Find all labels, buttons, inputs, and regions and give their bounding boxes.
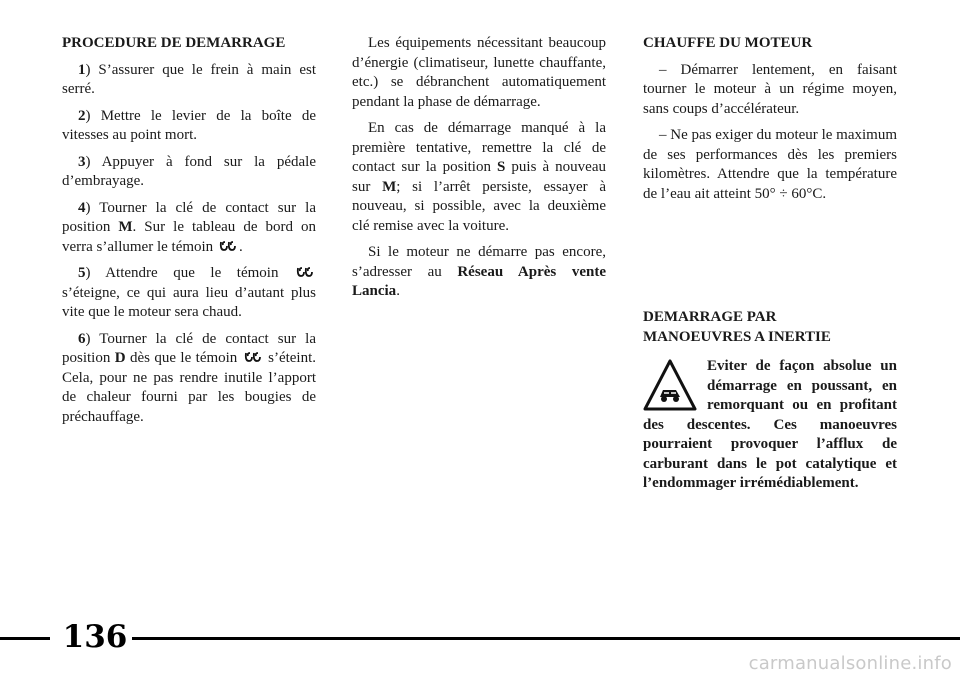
paragraph-equipment: Les équipements nécessitant beaucoup d’énergie (climatiseur, lunette chauffante, etc.) se débranchent automatiquement pendant la phase de démarrage. xyxy=(352,35,606,110)
key-position: M xyxy=(382,178,397,195)
warning-box xyxy=(643,357,897,494)
step-number: 3 xyxy=(78,153,86,170)
text-run: Si le moteur ne démarre pas encore, s’adresser au xyxy=(352,244,606,280)
watermark: carmanualsonline.info xyxy=(748,652,952,674)
heading-line: DEMARRAGE PAR xyxy=(643,309,777,325)
step-text: s’éteint. Cela, pour ne pas rendre inutile l’apport de chaleur fourni par les bougies de préchauffage. xyxy=(62,350,317,425)
column-2 xyxy=(352,34,606,309)
heading-engine-warmup: CHAUFFE DU MOTEUR xyxy=(643,35,813,51)
step-text: ) Tourner la clé de contact sur la position xyxy=(62,330,316,366)
step-text: ) Appuyer à fond sur la pédale d’embrayage. xyxy=(62,153,316,189)
step-text: s’éteigne, ce qui aura lieu d’autant plus vite que le moteur sera chaud. xyxy=(62,284,316,320)
footer-rule-right xyxy=(132,637,960,640)
text-run: . xyxy=(396,283,400,299)
step-text: ) Attendre que le témoin xyxy=(85,265,294,281)
key-position: S xyxy=(497,159,506,175)
column-1 xyxy=(62,34,316,434)
key-position: D xyxy=(114,350,126,366)
step-6 xyxy=(62,330,316,428)
step-text: ) S’assurer que le frein à main est serré. xyxy=(62,61,316,97)
step-1 xyxy=(62,61,316,100)
text-run: ; si l’arrêt persiste, essayer à nouveau, si possible, avec la deuxième clé remise avec la voiture. xyxy=(352,178,606,234)
page-number: 136 xyxy=(62,619,128,655)
step-number: 6 xyxy=(78,330,86,347)
step-5 xyxy=(62,264,316,323)
step-text: . Sur le tableau de bord on verra s’allumer le témoin xyxy=(62,219,316,255)
step-text: ) Tourner la clé de contact sur la position xyxy=(62,199,316,235)
step-text: dès que le témoin xyxy=(125,350,242,366)
step-number: 2 xyxy=(78,107,86,124)
heading-inertia-start xyxy=(643,308,897,347)
step-text: ) Mettre le levier de la boîte de vitesses au point mort. xyxy=(62,107,316,143)
column-3 xyxy=(643,34,897,494)
step-3 xyxy=(62,153,316,192)
paragraph-service-network xyxy=(352,243,606,302)
warning-triangle-car-icon xyxy=(643,359,697,411)
key-position: M xyxy=(118,219,133,235)
paragraph-performance: – Ne pas exiger du moteur le maximum de ses performances dès les premiers kilomètres. Attendre que la température de l’eau ait atteint 50° ÷ 60°C. xyxy=(643,127,897,202)
paragraph-failed-start xyxy=(352,119,606,236)
step-4 xyxy=(62,199,316,258)
glow-plug-warning-icon xyxy=(296,266,314,278)
service-network-name: Réseau Après vente Lancia xyxy=(352,263,606,299)
step-number: 5 xyxy=(78,265,86,281)
text-run: puis à nouveau sur xyxy=(352,159,606,195)
glow-plug-warning-icon xyxy=(244,351,262,363)
step-number: 1 xyxy=(78,61,86,78)
glow-plug-warning-icon xyxy=(219,240,237,252)
warning-text: Eviter de façon absolue un démarrage en poussant, en remorquant ou en profitant des descentes. Ces manoeuvres pourraient provoquer l’afflux de carburant dans le pot catalytique et l’endommager irrémédiablement. xyxy=(643,358,897,491)
footer-rule-left xyxy=(0,637,50,640)
paragraph-start-slowly: – Démarrer lentement, en faisant tourner le moteur à un régime moyen, sans coups d’accélérateur. xyxy=(643,61,897,117)
heading-starting-procedure: PROCEDURE DE DEMARRAGE xyxy=(62,35,286,51)
heading-line: MANOEUVRES A INERTIE xyxy=(643,328,831,345)
step-2 xyxy=(62,107,316,146)
text-run: En cas de démarrage manqué à la première tentative, remettre la clé de contact sur la position xyxy=(352,120,606,175)
step-number: 4 xyxy=(78,199,86,216)
step-text: . xyxy=(238,238,243,255)
